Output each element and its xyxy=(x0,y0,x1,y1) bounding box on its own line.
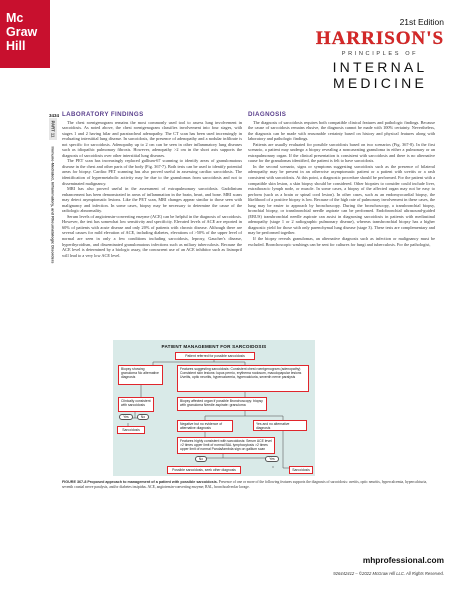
logo-line-3: Hill xyxy=(6,39,26,53)
section-title: Immune-Mediated, Inflammatory, and Rheumatologic Disorders xyxy=(50,146,56,264)
pill-yes-2: Yes xyxy=(265,456,279,462)
paragraph: The PET scan has increasingly replaced gallium-67 scanning to identify areas of granulomatous disease in the chest and other parts of the body (Fig. 367-7). Both tests can be used to identify potential areas for biopsy. Cardiac PET scanning has also proved useful in assessing cardiac sarcoidosis. The identification of hypermetabolic activity may be due to the granulomas from sarcoidosis and not to disseminated malignancy. xyxy=(62,158,242,186)
node-referred: Patient referred for possible sarcoidosis xyxy=(175,352,255,360)
laboratory-findings-heading: LABORATORY FINDINGS xyxy=(62,111,144,118)
paragraph: MRI has also proved useful in the assessment of extrapulmonary sarcoidosis. Gadolinium enhancement has been demonstrated in areas of inflammation in the brain, heart, and bone. MRI scans may detect asymptomatic lesions. Like the PET scan, MRI changes appear similar to those seen with malignancy and infection. In some cases, biopsy may be necessary to determine the cause of the radiologic abnormality. xyxy=(62,186,242,214)
figure-title: PATIENT MANAGEMENT FOR SARCOIDOSIS xyxy=(161,344,267,349)
figure-caption xyxy=(62,480,434,489)
node-features: Features suggesting sarcoidosis: Consistent chest roentgenogram (adenopathy) Consistent skin lesions: lupus pernio, erythema nodosum, maculopapular lesions Uveitis, optic neuritis, hypercalcemia, hypercalciuria, seventh nerve paralysis xyxy=(177,365,309,392)
section-title-tab xyxy=(49,142,57,268)
caption-title: Proposed approach to management of a patient with possible sarcoidosis. xyxy=(87,480,218,484)
page-number: 3434 xyxy=(49,113,60,118)
harrisons-brand xyxy=(314,28,446,91)
right-column xyxy=(248,111,435,247)
paragraph: Patients are usually evaluated for possible sarcoidosis based on two scenarios (Fig. 367-8). In the first scenario, a patient may undergo a biopsy revealing a noncaseating granuloma in either a pulmonary or an extrapulmonary organ. If the clinical presentation is consistent with sarcoidosis and there is no alternative cause for the granulomas identified, the patient is felt to have sarcoidosis. xyxy=(248,141,435,164)
logo-line-2: Graw xyxy=(6,25,38,39)
edition-label: 21st Edition xyxy=(399,17,444,27)
paragraph: The chest roentgenogram remains the most commonly used tool to assess lung involvement in sarcoidosis. As noted above, the chest roentgenogram classifies involvement into four stages, with stages 1 and 2 having hilar and paratracheal adenopathy. The CT scan has been used increasingly in evaluating interstitial lung disease. In sarcoidosis, the presence of adenopathy and a nodular infiltrate is not specific for sarcoidosis. Adenopathy up to 2 cm can be seen in other inflammatory lung diseases such as idiopathic pulmonary fibrosis. However, adenopathy >2 cm in the short axis supports the diagnosis of sarcoidosis over other interstitial lung diseases. xyxy=(62,119,242,158)
brand-medicine: MEDICINE xyxy=(332,75,428,91)
pill-no-2: No xyxy=(195,456,207,462)
section-sidebar xyxy=(48,118,59,268)
paragraph: The diagnosis of sarcoidosis requires both compatible clinical features and pathologic findings. Because the cause of sarcoidosis remains elusive, the diagnosis cannot be made with 100% certainty. Nevertheless, the diagnosis can be made with reasonable certainty based on history and physical features along with laboratory and pathologic findings. xyxy=(248,119,435,142)
brand-title: HARRISON'S xyxy=(315,28,445,49)
sarcoidosis-flowchart xyxy=(113,340,315,476)
paragraph: If the biopsy reveals granulomas, an alternative diagnosis such as infection or malignancy must be excluded. Bronchoscopic washings can be sent for cultures for fungi and tuberculosis. For the pathologist, xyxy=(248,235,435,247)
caption-label: FIGURE 367-8 xyxy=(62,480,87,484)
left-column xyxy=(62,111,242,258)
logo-line-1: Mc xyxy=(6,11,24,25)
part-tab xyxy=(49,118,57,140)
diagnosis-heading: DIAGNOSIS xyxy=(248,111,287,118)
node-possible: Possible sarcoidosis, seek other diagnosis xyxy=(167,466,241,474)
node-yes-alternative: Yes and no alternative diagnosis xyxy=(253,420,307,431)
paragraph: Serum levels of angiotensin-converting enzyme (ACE) can be helpful in the diagnosis of sarcoidosis. However, the test has somewhat low sensitivity and specificity. Elevated levels of ACE are reported in 60% of patients with acute disease and only 20% of patients with chronic disease. Although there are several causes for mild elevation of ACE, including diabetes, elevations of >50% of the upper level of normal are seen in only a few conditions including sarcoidosis, leprosy, Gaucher's disease, hyperthyroidism, and disseminated granulomatous infections such as miliary tuberculosis. Because the ACE level is determined by a biologic assay, the concurrent use of an ACE inhibitor such as lisinopril will lead to a very low ACE level. xyxy=(62,213,242,258)
node-biopsy-affected: Biopsy affected organ if possible Bronchoscopy: biopsy with granuloma Needle aspirate: granuloma xyxy=(177,397,267,411)
mcgraw-hill-logo xyxy=(0,0,50,68)
node-negative: Negative but no evidence of alternative diagnosis xyxy=(177,420,233,432)
pill-no-1: No xyxy=(137,414,149,420)
node-biopsy-granuloma: Biopsy showing granuloma No alternative diagnosis xyxy=(118,365,163,385)
paragraph: In the second scenario, signs or symptoms suggesting sarcoidosis such as the presence of bilateral adenopathy may be present in an otherwise asymptomatic patient or a patient with uveitis or a rash consistent with sarcoidosis. At this point, a diagnostic procedure should be performed. For the patient with a compatible skin lesion, a skin biopsy should be considered. Other biopsies to consider could include liver, extrathoracic lymph node, or muscle. In some cases, a biopsy of the affected organ may not be easy to perform (such as a brain or spinal cord lesion). In other cases, such as an endomyocardial biopsy, the likelihood of a positive biopsy is low. Because of the high rate of pulmonary involvement in these cases, the lung may be easier to approach by bronchoscopy. During the bronchoscopy, a transbronchial biopsy, bronchial biopsy, or transbronchial needle aspirate can be performed. Endobronchial ultrasound-guided (EBUS) transbronchial needle aspirate can assist in diagnosing sarcoidosis in patients with mediastinal adenopathy (stage 1 or 2 radiographic pulmonary disease), whereas transbronchial biopsy has a higher diagnostic yield for those with only parenchymal lung disease (stage 3). These tests are complementary and may be performed together. xyxy=(248,163,435,236)
node-sarcoidosis-1: Sarcoidosis xyxy=(117,426,145,434)
footer-copyright: 926442412 – ©2022 McGraw Hill LLC. All Rights Reserved. xyxy=(333,571,444,576)
part-label: PART 11 xyxy=(50,120,56,138)
brand-principles: PRINCIPLES OF xyxy=(341,51,419,57)
brand-internal: INTERNAL xyxy=(332,59,428,75)
footer-url[interactable]: mhprofessional.com xyxy=(362,555,444,565)
pill-yes-1: Yes xyxy=(119,414,133,420)
node-clinically-consistent: Clinically consistent with sarcoidosis xyxy=(118,397,154,412)
node-sarcoidosis-2: Sarcoidosis xyxy=(289,466,313,474)
caption-text: Presence of one or more of the following features supports the diagnosis of sarcoidosis: uveitis, optic neuritis, hypercalcemia, hypercalciuria, seventh cranial nerve paralysis, and/or diabetes insipidus. ACE, angiotensin-converting enzyme; BAL, bronchoalveolar lavage. xyxy=(62,480,428,489)
node-features-highly: Features highly consistent with sarcoidosis: Serum ACE level >2 times upper limit of normal BAL lymphocytosis >2 times upper limit of normal Panda/lambda sign on gallium scan xyxy=(177,437,275,454)
